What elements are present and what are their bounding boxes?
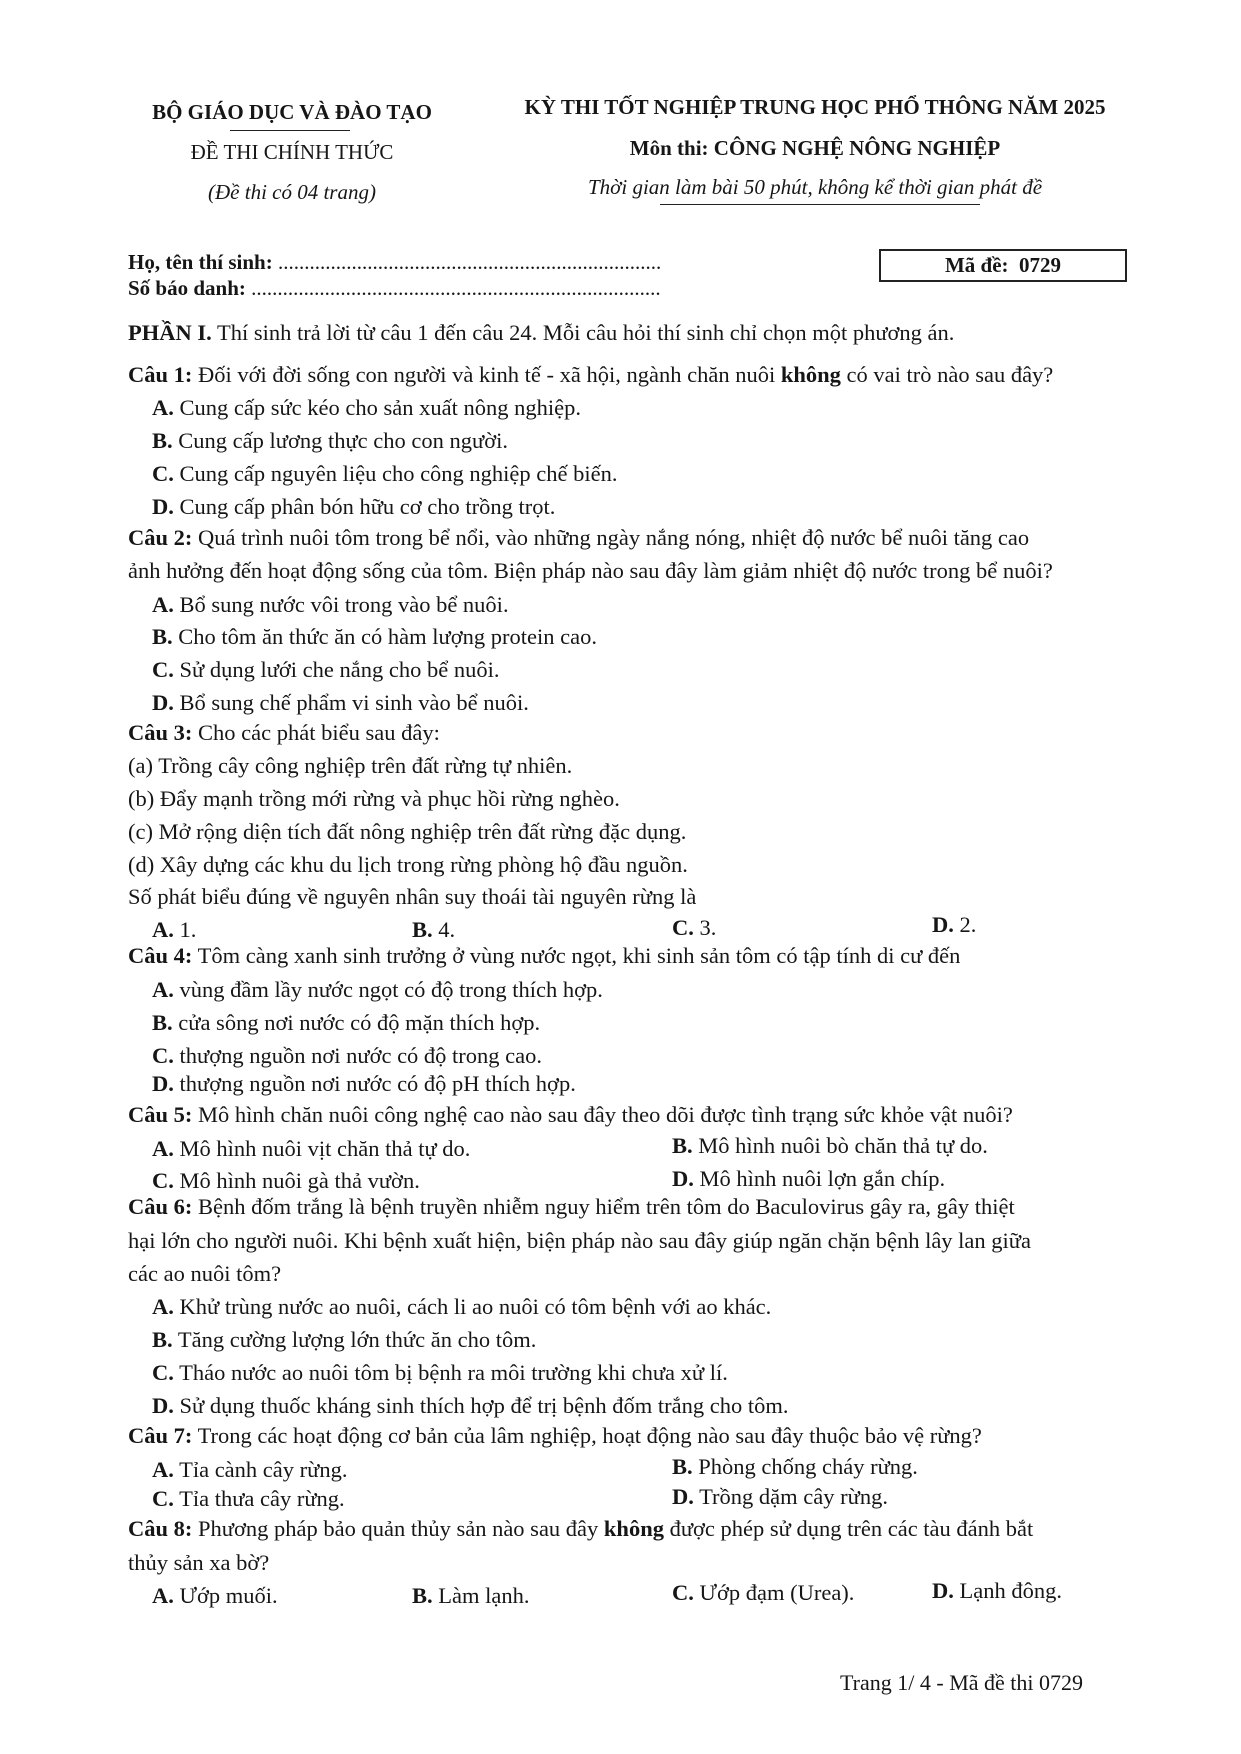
official-label: ĐỀ THI CHÍNH THỨC (190, 140, 394, 164)
ministry-underline (230, 130, 350, 131)
question-3-prompt: Số phát biểu đúng về nguyên nhân suy thoái tài nguyên rừng là (128, 884, 697, 909)
option-text: Cho tôm ăn thức ăn có hàm lượng protein cao. (172, 624, 597, 649)
option-text: Cung cấp sức kéo cho sản xuất nông nghiệp. (173, 395, 581, 420)
question-text: Trong các hoạt động cơ bản của lâm nghiệp, hoạt động nào sau đây thuộc bảo vệ rừng? (192, 1423, 982, 1448)
option-key: D. (672, 1484, 694, 1509)
question-2-option-d (152, 690, 529, 716)
subject-name: CÔNG NGHỆ NÔNG NGHIỆP (713, 136, 1001, 160)
question-8-stem (128, 1516, 1033, 1542)
question-emphasis: không (780, 362, 841, 387)
option-key: A. (152, 917, 174, 942)
question-7-stem (128, 1423, 982, 1449)
exam-code-box (879, 249, 1127, 282)
candidate-name-row (128, 250, 661, 275)
page-footer: Trang 1/ 4 - Mã đề thi 0729 (840, 1670, 1084, 1695)
question-3-statement-b: (b) Đẩy mạnh trồng mới rừng và phục hồi rừng nghèo. (128, 786, 620, 811)
question-6-stem (128, 1194, 1015, 1220)
option-key: D. (152, 1071, 174, 1096)
question-6-option-b (152, 1327, 536, 1353)
option-key: D. (152, 494, 174, 519)
option-text: cửa sông nơi nước có độ mặn thích hợp. (172, 1010, 541, 1035)
question-label: Câu 6: (128, 1194, 193, 1219)
question-text: Mô hình chăn nuôi công nghệ cao nào sau đây theo dõi được tình trạng sức khỏe vật nuôi? (192, 1102, 1013, 1127)
option-text: Tháo nước ao nuôi tôm bị bệnh ra môi trường khi chưa xử lí. (173, 1360, 728, 1385)
question-label: Câu 3: (128, 720, 193, 745)
question-8-option-d (932, 1578, 1062, 1604)
option-key: D. (152, 1393, 174, 1418)
option-text: Tăng cường lượng lớn thức ăn cho tôm. (172, 1327, 537, 1352)
option-key: B. (152, 1327, 173, 1352)
option-text: Cung cấp lương thực cho con người. (172, 428, 508, 453)
question-8-option-a (152, 1583, 278, 1609)
candidate-name-dots: ......................................................................... (277, 250, 662, 274)
question-text: Phương pháp bảo quản thủy sản nào sau đây (192, 1516, 604, 1541)
question-2-option-c (152, 657, 500, 683)
option-key: B. (672, 1454, 693, 1479)
option-text: Phòng chống cháy rừng. (692, 1454, 918, 1479)
candidate-id-dots: .............................................................................. (251, 276, 661, 300)
option-text: 2. (953, 912, 977, 937)
question-text: được phép sử dụng trên các tàu đánh bắt (663, 1516, 1034, 1541)
option-key: C. (152, 1168, 174, 1193)
time-underline (660, 204, 980, 205)
question-3-statement-a: (a) Trồng cây công nghiệp trên đất rừng tự nhiên. (128, 753, 573, 778)
candidate-id-label: Số báo danh: (128, 276, 246, 300)
question-6-option-a (152, 1294, 771, 1320)
question-3-option-d (932, 912, 976, 938)
option-text: Khử trùng nước ao nuôi, cách li ao nuôi có tôm bệnh với ao khác. (173, 1294, 772, 1319)
option-key: A. (152, 1457, 174, 1482)
option-key: D. (152, 690, 174, 715)
subject-line (490, 136, 1140, 161)
option-key: A. (152, 1583, 174, 1608)
option-key: C. (152, 461, 174, 486)
option-text: Lạnh đông. (953, 1578, 1062, 1603)
option-text: Mô hình nuôi bò chăn thả tự do. (692, 1133, 988, 1158)
question-8-option-b (412, 1583, 530, 1609)
question-3-option-c (672, 915, 716, 941)
option-text: Sử dụng lưới che nắng cho bể nuôi. (173, 657, 500, 682)
question-label: Câu 2: (128, 525, 193, 550)
question-3-option-a (152, 917, 196, 943)
question-label: Câu 7: (128, 1423, 193, 1448)
exam-code-label: Mã đề: (944, 253, 1009, 277)
option-key: B. (412, 1583, 433, 1608)
option-text: Cung cấp phân bón hữu cơ cho trồng trọt. (173, 494, 556, 519)
question-2-option-a (152, 592, 509, 618)
question-6-option-d (152, 1393, 789, 1419)
option-text: thượng nguồn nơi nước có độ pH thích hợp. (173, 1071, 576, 1096)
part-heading (128, 320, 954, 346)
option-text: Ướp muối. (173, 1583, 278, 1608)
option-text: Ướp đạm (Urea). (693, 1580, 855, 1605)
question-8-stem-cont: thủy sản xa bờ? (128, 1550, 270, 1575)
question-label: Câu 8: (128, 1516, 193, 1541)
question-3-stem (128, 720, 440, 746)
option-text: Tỉa thưa cây rừng. (173, 1486, 345, 1511)
option-text: Tỉa cành cây rừng. (173, 1457, 348, 1482)
question-2-option-b (152, 624, 597, 650)
question-1-option-c (152, 461, 618, 487)
question-label: Câu 4: (128, 943, 193, 968)
question-3-option-b (412, 917, 455, 943)
option-key: B. (672, 1133, 693, 1158)
option-text: 1. (173, 917, 197, 942)
time-note: Thời gian làm bài 50 phút, không kể thời gian phát đề (587, 175, 1043, 199)
question-1-option-b (152, 428, 508, 454)
option-text: Bổ sung nước vôi trong vào bể nuôi. (173, 592, 509, 617)
question-text: Tôm càng xanh sinh trưởng ở vùng nước ngọt, khi sinh sản tôm có tập tính di cư đến (192, 943, 961, 968)
option-key: A. (152, 592, 174, 617)
option-key: B. (152, 428, 173, 453)
question-5-option-a (152, 1136, 470, 1162)
question-7-option-a (152, 1457, 347, 1483)
question-1-option-a (152, 395, 581, 421)
option-text: thượng nguồn nơi nước có độ trong cao. (173, 1043, 543, 1068)
exam-title: KỲ THI TỐT NGHIỆP TRUNG HỌC PHỔ THÔNG NĂM 2025 (524, 95, 1106, 119)
part-instruction: Thí sinh trả lời từ câu 1 đến câu 24. Mỗi câu hỏi thí sinh chỉ chọn một phương án. (211, 320, 955, 345)
option-text: 3. (693, 915, 717, 940)
option-key: A. (152, 1136, 174, 1161)
question-4-option-a (152, 977, 603, 1003)
question-6-option-c (152, 1360, 728, 1386)
option-text: Sử dụng thuốc kháng sinh thích hợp để trị bệnh đốm trắng cho tôm. (173, 1393, 789, 1418)
option-text: Mô hình nuôi gà thả vườn. (173, 1168, 420, 1193)
option-key: B. (152, 1010, 173, 1035)
option-key: C. (152, 1486, 174, 1511)
ministry-name: BỘ GIÁO DỤC VÀ ĐÀO TẠO (152, 100, 432, 124)
question-1-stem (128, 362, 1053, 388)
option-key: A. (152, 977, 174, 1002)
option-text: 4. (432, 917, 456, 942)
option-key: C. (672, 1580, 694, 1605)
option-key: B. (412, 917, 433, 942)
question-5-stem (128, 1102, 1013, 1128)
question-7-option-c (152, 1486, 345, 1512)
question-7-option-d (672, 1484, 888, 1510)
option-key: B. (152, 624, 173, 649)
question-6-stem-cont: hại lớn cho người nuôi. Khi bệnh xuất hiện, biện pháp nào sau đây giúp ngăn chặn bệnh lây lan giữa (128, 1228, 1031, 1253)
question-2-stem (128, 525, 1029, 551)
candidate-id-row (128, 276, 661, 301)
question-text: Cho các phát biểu sau đây: (192, 720, 440, 745)
question-label: Câu 1: (128, 362, 193, 387)
question-4-option-d (152, 1071, 576, 1097)
question-4-stem (128, 943, 960, 969)
question-text: Bệnh đốm trắng là bệnh truyền nhiễm nguy hiểm trên tôm do Baculovirus gây ra, gây thiệt (192, 1194, 1015, 1219)
question-text: có vai trò nào sau đây? (840, 362, 1054, 387)
question-5-option-c (152, 1168, 420, 1194)
option-key: A. (152, 395, 174, 420)
part-label: PHẦN I. (128, 320, 212, 345)
question-emphasis: không (603, 1516, 664, 1541)
question-7-option-b (672, 1454, 918, 1480)
question-8-option-c (672, 1580, 854, 1606)
option-key: D. (932, 1578, 954, 1603)
candidate-name-label: Họ, tên thí sinh: (128, 250, 273, 274)
option-text: Bổ sung chế phẩm vi sinh vào bể nuôi. (173, 690, 529, 715)
option-key: D. (932, 912, 954, 937)
question-text: Đối với đời sống con người và kinh tế - xã hội, ngành chăn nuôi (192, 362, 781, 387)
option-text: Mô hình nuôi vịt chăn thả tự do. (173, 1136, 471, 1161)
option-text: Mô hình nuôi lợn gắn chíp. (693, 1166, 946, 1191)
question-5-option-b (672, 1133, 988, 1159)
question-4-option-b (152, 1010, 540, 1036)
option-key: C. (152, 657, 174, 682)
option-key: D. (672, 1166, 694, 1191)
option-text: Trồng dặm cây rừng. (693, 1484, 888, 1509)
question-5-option-d (672, 1166, 945, 1192)
question-1-option-d (152, 494, 555, 520)
question-text: Quá trình nuôi tôm trong bể nổi, vào những ngày nắng nóng, nhiệt độ nước bể nuôi tăng cao (192, 525, 1030, 550)
subject-label: Môn thi: (629, 136, 709, 160)
option-text: Cung cấp nguyên liệu cho công nghiệp chế biến. (173, 461, 618, 486)
question-3-statement-c: (c) Mở rộng diện tích đất nông nghiệp trên đất rừng đặc dụng. (128, 819, 687, 844)
pages-note: (Đề thi có 04 trang) (208, 180, 376, 204)
option-text: Làm lạnh. (432, 1583, 530, 1608)
question-label: Câu 5: (128, 1102, 193, 1127)
option-key: A. (152, 1294, 174, 1319)
question-4-option-c (152, 1043, 542, 1069)
question-6-stem-cont2: các ao nuôi tôm? (128, 1261, 282, 1286)
question-2-stem-cont: ảnh hưởng đến hoạt động sống của tôm. Biện pháp nào sau đây làm giảm nhiệt độ nước trong bể nuôi? (128, 558, 1053, 583)
option-key: C. (152, 1360, 174, 1385)
option-text: vùng đầm lầy nước ngọt có độ trong thích hợp. (173, 977, 603, 1002)
exam-code-value: 0729 (1019, 253, 1062, 277)
option-key: C. (152, 1043, 174, 1068)
option-key: C. (672, 915, 694, 940)
question-3-statement-d: (d) Xây dựng các khu du lịch trong rừng phòng hộ đầu nguồn. (128, 852, 688, 877)
